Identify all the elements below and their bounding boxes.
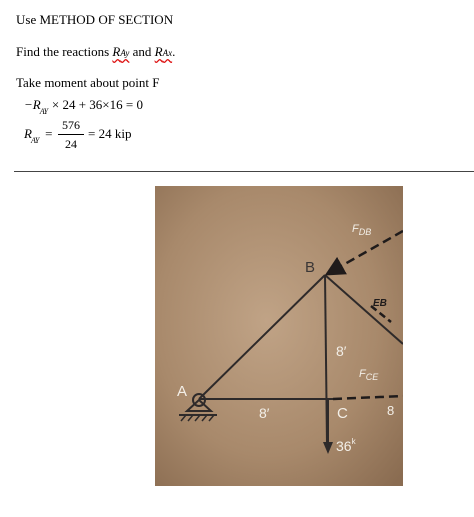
equation2-subscript: AY — [30, 136, 39, 145]
label-a: A — [177, 383, 188, 400]
reaction-ax-symbol: R — [154, 44, 163, 59]
reaction-ax — [155, 44, 172, 59]
equation1-r: −R — [24, 97, 41, 112]
label-eb: EB — [373, 298, 387, 309]
method-line — [16, 12, 173, 28]
reaction-ay — [112, 44, 129, 59]
reaction-result: = 24 kip — [88, 126, 132, 141]
label-b: B — [305, 259, 316, 276]
equation2-equals: = — [45, 126, 53, 141]
label-8-horizontal: 8′ — [259, 405, 270, 421]
label-fce: $F_{CE}$ — [359, 368, 379, 382]
equation1-rest: × 24 + 36×16 = 0 — [48, 97, 143, 112]
label-8-right: 8 — [387, 403, 395, 418]
and-text: and — [129, 44, 155, 59]
truss-diagram — [155, 186, 403, 486]
fraction-denominator: 24 — [65, 137, 77, 151]
label-fdb: $F_{DB}$ — [352, 223, 372, 237]
moment-line — [16, 75, 160, 91]
label-8-vertical: 8′ — [336, 343, 347, 359]
reaction-ay-subscript: Ay — [120, 48, 130, 58]
reaction-equation — [24, 126, 53, 145]
fraction-bar — [58, 134, 84, 135]
reaction-ax-subscript: Ax — [162, 48, 173, 58]
find-suffix-text: . — [172, 44, 176, 59]
label-load: 36$^k$ — [336, 437, 356, 454]
equation1-subscript: AY — [39, 107, 48, 116]
reaction-ay-symbol: R — [112, 44, 121, 59]
truss-section-photo — [155, 186, 403, 486]
equation2-r: R — [24, 126, 32, 141]
method-text: Use METHOD OF SECTION — [16, 12, 174, 27]
moment-equation — [24, 97, 143, 116]
find-prefix-text: Find the reactions — [16, 44, 113, 59]
label-c: C — [337, 405, 348, 422]
find-reactions-line — [16, 44, 175, 60]
fraction-numerator: 576 — [62, 118, 80, 132]
moment-text: Take moment about point F — [16, 75, 160, 90]
section-divider — [14, 171, 474, 172]
